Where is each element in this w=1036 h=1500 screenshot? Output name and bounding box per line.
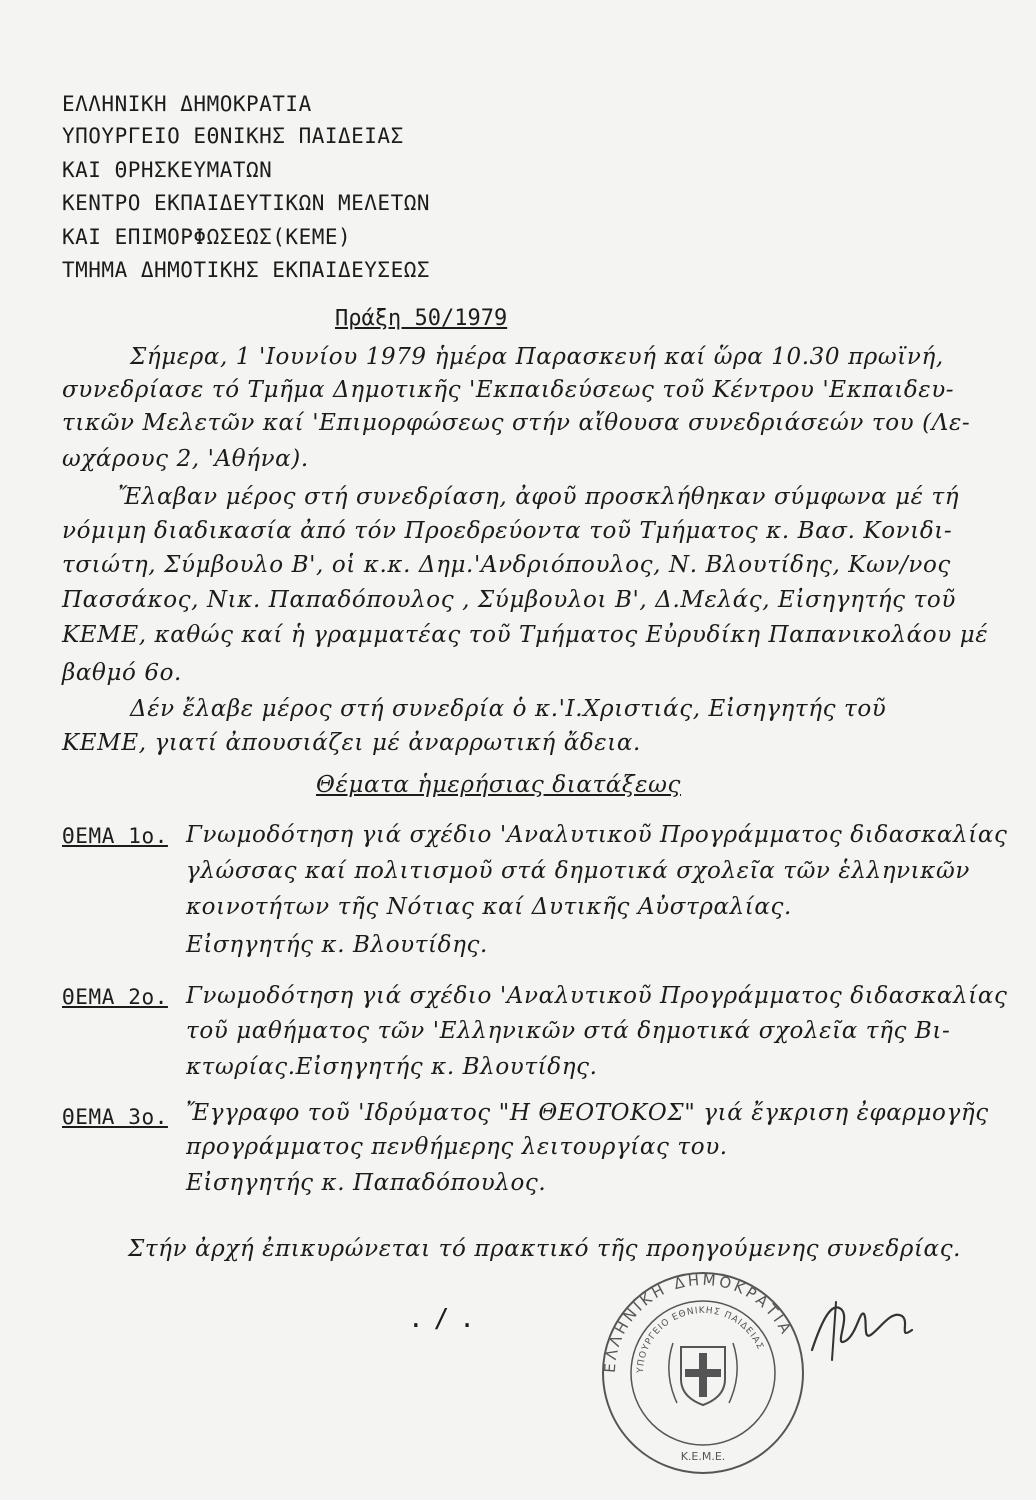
header-line-4: ΚΕΝΤΡΟ ΕΚΠΑΙΔΕΥΤΙΚΩΝ ΜΕΛΕΤΩΝ bbox=[62, 191, 431, 215]
header-line-2: ΥΠΟΥΡΓΕΙΟ ΕΘΝΙΚΗΣ ΠΑΙΔΕΙΑΣ bbox=[62, 124, 404, 148]
thema-3-label: ΘΕΜΑ 3ο. bbox=[62, 1105, 168, 1129]
coat-of-arms-icon bbox=[669, 1343, 737, 1405]
thema-1-line-4: Εἰσηγητής κ. Βλουτίδης. bbox=[186, 932, 488, 958]
official-stamp bbox=[598, 1268, 808, 1478]
thema-3-line-3: Εἰσηγητής κ. Παπαδόπουλος. bbox=[186, 1170, 547, 1196]
thema-1-line-3: κοινοτήτων τῆς Νότιας καί Δυτικῆς Αὐστραλίας. bbox=[186, 894, 792, 920]
thema-2-line-2: τοῦ μαθήματος τῶν 'Ελληνικῶν στά δημοτικά σχολεῖα τῆς Βι- bbox=[186, 1018, 951, 1044]
svg-text:ΕΛΛΗΝΙΚΗ ΔΗΜΟΚΡΑΤΙΑ: ΕΛΛΗΝΙΚΗ ΔΗΜΟΚΡΑΤΙΑ bbox=[600, 1270, 796, 1374]
p2-line-1: Ἔλαβαν μέρος στή συνεδρίαση, ἀφοῦ προσκλήθηκαν σύμφωνα μέ τή bbox=[118, 484, 960, 510]
thema-2-label: ΘΕΜΑ 2ο. bbox=[62, 985, 168, 1009]
p1-line-2: συνεδρίασε τό Τμῆμα Δημοτικῆς 'Εκπαιδεύσεως τοῦ Κέντρου 'Εκπαιδευ- bbox=[62, 377, 955, 403]
thema-3-line-2: προγράμματος πενθήμερης λειτουργίας του. bbox=[186, 1134, 728, 1160]
p2-line-6: βαθμό 6ο. bbox=[62, 660, 182, 686]
thema-3-line-1: Ἔγγραφο τοῦ 'Ιδρύματος "Η ΘΕΟΤΟΚΟΣ" γιά ἔγκριση ἐφαρμογῆς bbox=[186, 1100, 989, 1126]
p2-line-3: τσιώτη, Σύμβουλο Β', οἱ κ.κ. Δημ.'Ανδριόπουλος, Ν. Βλουτίδης, Κων/νος bbox=[62, 552, 951, 578]
thema-1-line-2: γλώσσας καί πολιτισμοῦ στά δημοτικά σχολεῖα τῶν ἑλληνικῶν bbox=[186, 858, 970, 884]
closing-line: Στήν ἀρχή ἐπικυρώνεται τό πρακτικό τῆς προηγούμενης συνεδρίας. bbox=[128, 1236, 962, 1262]
p3-line-1: Δέν ἔλαβε μέρος στή συνεδρία ὁ κ.'Ι.Χριστιάς, Εἰσηγητής τοῦ bbox=[130, 696, 887, 722]
p2-line-2: νόμιμη διαδικασία ἀπό τόν Προεδρεύοντα τοῦ Τμήματος κ. Βασ. Κονιδι- bbox=[62, 518, 953, 544]
p1-line-4: ωχάρους 2, 'Αθήνα). bbox=[62, 446, 309, 472]
header-line-3: ΚΑΙ ΘΡΗΣΚΕΥΜΑΤΩΝ bbox=[62, 158, 273, 182]
svg-text:Κ.Ε.Μ.Ε.: Κ.Ε.Μ.Ε. bbox=[680, 1450, 726, 1463]
agenda-title: Θέματα ἡμερήσιας διατάξεως bbox=[316, 772, 681, 798]
p1-line-3: τικῶν Μελετῶν καί 'Επιμορφώσεως στήν αἴθουσα συνεδριάσεών του (Λε- bbox=[62, 410, 971, 436]
act-title: Πράξη 50/1979 bbox=[335, 306, 508, 331]
p3-line-2: ΚΕΜΕ, γιατί ἀπουσιάζει μέ ἀναρρωτική ἄδεια. bbox=[62, 730, 641, 756]
thema-2-line-3: κτωρίας.Εἰσηγητής κ. Βλουτίδης. bbox=[186, 1054, 598, 1080]
p2-line-5: ΚΕΜΕ, καθώς καί ἡ γραμματέας τοῦ Τμήματος Εὐρυδίκη Παπανικολάου μέ bbox=[62, 622, 989, 648]
svg-text:ΥΠΟΥΡΓΕΙΟ ΕΘΝΙΚΗΣ ΠΑΙΔΕΙΑΣ: ΥΠΟΥΡΓΕΙΟ ΕΘΝΙΚΗΣ ΠΑΙΔΕΙΑΣ bbox=[635, 1305, 766, 1374]
thema-2-line-1: Γνωμοδότηση γιά σχέδιο 'Αναλυτικοῦ Προγράμματος διδασκαλίας bbox=[186, 983, 1008, 1009]
p2-line-4: Πασσάκος, Νικ. Παπαδόπουλος , Σύμβουλοι Β', Δ.Μελάς, Εἰσηγητής τοῦ bbox=[62, 587, 956, 613]
header-line-5: ΚΑΙ ΕΠΙΜΟΡΦΩΣΕΩΣ(ΚΕΜΕ) bbox=[62, 225, 352, 249]
signature bbox=[802, 1280, 922, 1370]
header-line-1: ΕΛΛΗΝΙΚΗ ΔΗΜΟΚΡΑΤΙΑ bbox=[62, 92, 312, 116]
header-line-6: ΤΜΗΜΑ ΔΗΜΟΤΙΚΗΣ ΕΚΠΑΙΔΕΥΣΕΩΣ bbox=[62, 258, 431, 282]
p1-line-1: Σήμερα, 1 'Ιουνίου 1979 ἡμέρα Παρασκευή καί ὥρα 10.30 πρωϊνή, bbox=[130, 344, 944, 370]
thema-1-label: ΘΕΜΑ 1ο. bbox=[62, 824, 168, 848]
continuation-mark: ./. bbox=[408, 1304, 485, 1334]
thema-1-line-1: Γνωμοδότηση γιά σχέδιο 'Αναλυτικοῦ Προγράμματος διδασκαλίας bbox=[186, 822, 1008, 848]
